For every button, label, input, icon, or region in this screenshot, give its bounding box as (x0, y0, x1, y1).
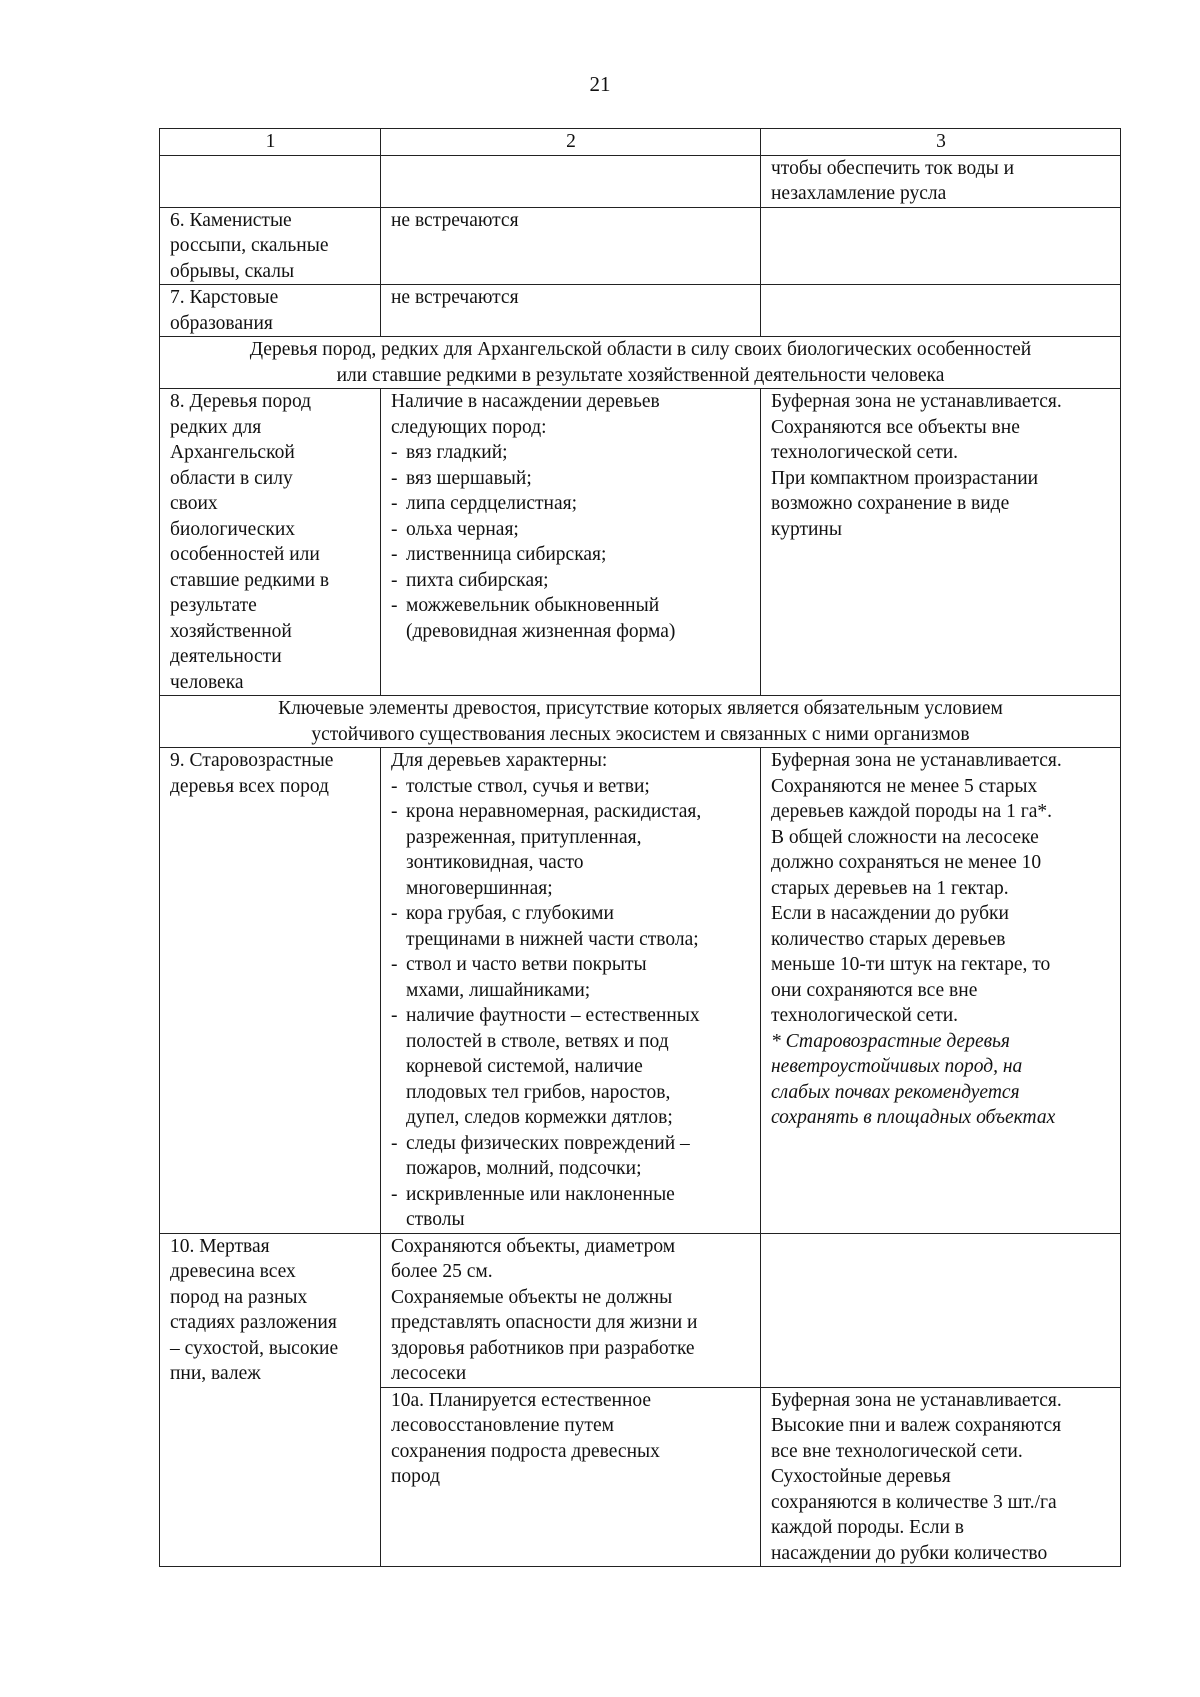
row6-criteria: не встречаются (381, 207, 761, 285)
row8-object-line: хозяйственной (170, 620, 292, 642)
list-item: - ствол и часто ветви покрыты мхами, лишайниками; (391, 952, 751, 1003)
row10a-criteria-line: пород (391, 1466, 441, 1487)
table-row-9 (160, 748, 1121, 1234)
row8-object (160, 389, 381, 696)
row6-object-line: обрывы, скалы (170, 260, 295, 282)
row8-criteria-intro: Наличие в насаждении деревьев (391, 391, 660, 412)
row9-measures-line: Сохраняются не менее 5 старых (771, 775, 1038, 797)
table-row-8 (160, 389, 1121, 696)
continuation-text-line: незахламление русла (771, 183, 947, 204)
continuation-col2 (381, 155, 761, 207)
continuation-text-line: чтобы обеспечить ток воды и (771, 157, 1015, 179)
row10-criteria-line: более 25 см. (391, 1261, 493, 1282)
row7-measures (761, 285, 1121, 337)
row8-measures (761, 389, 1121, 696)
row10-object-line: 10. Мертвая (170, 1235, 270, 1257)
row8-species-list (391, 440, 751, 644)
row9-measures-line: деревьев каждой породы на 1 га*. (771, 801, 1052, 822)
row9-measures-line: должно сохраняться не менее 10 (771, 852, 1042, 873)
row10-criteria-line: Сохраняются объекты, диаметром (391, 1235, 676, 1257)
table-row-continuation (160, 155, 1121, 207)
table-row-7 (160, 285, 1121, 337)
row9-object-line: деревья всех пород (170, 775, 329, 797)
row7-criteria: не встречаются (381, 285, 761, 337)
row8-criteria (381, 389, 761, 696)
list-item: - наличие фаутности – естественных полостей в стволе, ветвях и под корневой системой, наличие плодовых тел грибов, наростов, дупел, следов кормежки дятлов; (391, 1003, 751, 1131)
section-title-line: устойчивого существования лесных экосистем и связанных с ними организмов (311, 723, 970, 745)
row8-object-line: своих (170, 493, 218, 514)
row10-object-line: стадиях разложения (170, 1312, 337, 1333)
row8-criteria-intro: следующих пород: (391, 416, 547, 438)
row8-object-line: биологических (170, 518, 296, 540)
row9-footnote-line: сохранять в площадных объектах (771, 1107, 1056, 1128)
row9-features-list (391, 774, 751, 1233)
column-number-2: 2 (381, 129, 761, 156)
row8-measures-line: куртины (771, 518, 842, 540)
row8-object-line: редких для (170, 416, 262, 438)
row10-object-line: древесина всех (170, 1261, 296, 1282)
row10a-criteria-line: лесовосстановление путем (391, 1415, 614, 1436)
list-item: - вяз шершавый; (391, 466, 751, 492)
list-item: - следы физических повреждений – пожаров, молний, подсочки; (391, 1131, 751, 1182)
row10a-measures-line: каждой породы. Если в (771, 1517, 965, 1538)
row8-object-line: результате (170, 595, 257, 616)
section-header-rare-trees (160, 337, 1121, 389)
row7-object (160, 285, 381, 337)
row8-object-line: области в силу (170, 467, 293, 489)
row6-measures (761, 207, 1121, 285)
list-item: - лиственница сибирская; (391, 542, 751, 568)
list-item: - искривленные или наклоненные стволы (391, 1182, 751, 1233)
row8-measures-line: При компактном произрастании (771, 467, 1039, 489)
table-row-6 (160, 207, 1121, 285)
row9-measures-line: технологической сети. (771, 1005, 959, 1026)
row9-criteria-intro: Для деревьев характерны: (391, 750, 608, 771)
row9-measures-line: меньше 10-ти штук на гектаре, то (771, 954, 1051, 975)
row9-measures-line: В общей сложности на лесосеке (771, 826, 1039, 848)
row8-measures-line: технологической сети. (771, 442, 959, 463)
section-title-line: или ставшие редкими в результате хозяйственной деятельности человека (336, 364, 945, 386)
list-item: - вяз гладкий; (391, 440, 751, 466)
row9-measures-line: Буферная зона не устанавливается. (771, 750, 1062, 771)
forest-elements-table (159, 128, 1121, 1567)
row8-measures-line: Буферная зона не устанавливается. (771, 391, 1062, 412)
row10a-criteria-line: 10а. Планируется естественное (391, 1389, 652, 1411)
row6-object (160, 207, 381, 285)
column-number-row (160, 129, 1121, 156)
row8-object-line: человека (170, 671, 244, 693)
row9-measures (761, 748, 1121, 1234)
section-title-line: Деревья пород, редких для Архангельской области в силу своих биологических особенностей (249, 339, 1032, 360)
row8-object-line: деятельности (170, 646, 282, 667)
column-number-3: 3 (761, 129, 1121, 156)
list-item: - ольха черная; (391, 517, 751, 543)
page-number: 21 (589, 72, 611, 96)
row10-criteria-line: здоровья работников при разработке (391, 1337, 695, 1359)
row9-footnote-line: * Старовозрастные деревья (771, 1030, 1010, 1052)
row8-measures-line: возможно сохранение в виде (771, 493, 1010, 514)
row10a-measures-line: Сухостойные деревья (771, 1466, 951, 1487)
row10-criteria (381, 1233, 761, 1387)
row9-criteria (381, 748, 761, 1234)
row10-object-line: пни, валеж (170, 1363, 261, 1384)
row10-criteria-line: Сохраняемые объекты не должны (391, 1286, 673, 1308)
row10a-criteria-line: сохранения подроста древесных (391, 1440, 660, 1462)
row10-object-line: пород на разных (170, 1286, 308, 1308)
row10-criteria-line: лесосеки (391, 1363, 467, 1384)
section-title-line: Ключевые элементы древостоя, присутствие которых является обязательным условием (278, 698, 1003, 719)
row6-object-line: россыпи, скальные (170, 235, 329, 256)
row10a-measures-line: Высокие пни и валеж сохраняются (771, 1415, 1062, 1436)
row10-criteria-line: представлять опасности для жизни и (391, 1312, 698, 1333)
row6-object-line: 6. Каменистые (170, 209, 292, 231)
row8-object-line: особенностей или (170, 544, 320, 565)
row10a-measures-line: все вне технологической сети. (771, 1440, 1023, 1462)
row9-object-line: 9. Старовозрастные (170, 750, 334, 771)
row10a-measures-line: сохраняются в количестве 3 шт./га (771, 1491, 1057, 1513)
table-row-10 (160, 1233, 1121, 1387)
list-item: - крона неравномерная, раскидистая, разреженная, притупленная, зонтиковидная, часто многовершинная; (391, 799, 751, 901)
continuation-col1 (160, 155, 381, 207)
row10-object-line: – сухостой, высокие (170, 1337, 339, 1359)
column-number-1: 1 (160, 129, 381, 156)
row8-object-line: ставшие редкими в (170, 569, 330, 591)
list-item: - кора грубая, с глубокими трещинами в нижней части ствола; (391, 901, 751, 952)
row7-object-line: 7. Карстовые (170, 287, 279, 308)
row9-measures-line: старых деревьев на 1 гектар. (771, 877, 1009, 899)
continuation-col3 (761, 155, 1121, 207)
row8-measures-line: Сохраняются все объекты вне (771, 416, 1020, 438)
row10-measures (761, 1233, 1121, 1387)
row10a-measures (761, 1387, 1121, 1567)
section-title-rare-trees (160, 337, 1121, 389)
list-item: - толстые ствол, сучья и ветви; (391, 774, 751, 800)
list-item: - пихта сибирская; (391, 568, 751, 594)
row10a-measures-line: насаждении до рубки количество (771, 1542, 1048, 1564)
row10a-measures-line: Буферная зона не устанавливается. (771, 1389, 1062, 1411)
row9-measures-line: Если в насаждении до рубки (771, 903, 1009, 924)
row9-measures-line: количество старых деревьев (771, 928, 1006, 950)
row9-footnote-line: слабых почвах рекомендуется (771, 1081, 1020, 1103)
list-item: - можжевельник обыкновенный (древовидная жизненная форма) (391, 593, 751, 644)
row9-measures-line: они сохраняются все вне (771, 979, 978, 1001)
row8-object-line: 8. Деревья пород (170, 391, 312, 412)
row10a-criteria (381, 1387, 761, 1567)
row10-object (160, 1233, 381, 1567)
row9-footnote-line: неветроустойчивых пород, на (771, 1056, 1023, 1077)
section-title-key-elements (160, 696, 1121, 748)
row9-object (160, 748, 381, 1234)
row7-object-line: образования (170, 312, 273, 334)
section-header-key-elements (160, 696, 1121, 748)
list-item: - липа сердцелистная; (391, 491, 751, 517)
row8-object-line: Архангельской (170, 442, 295, 463)
